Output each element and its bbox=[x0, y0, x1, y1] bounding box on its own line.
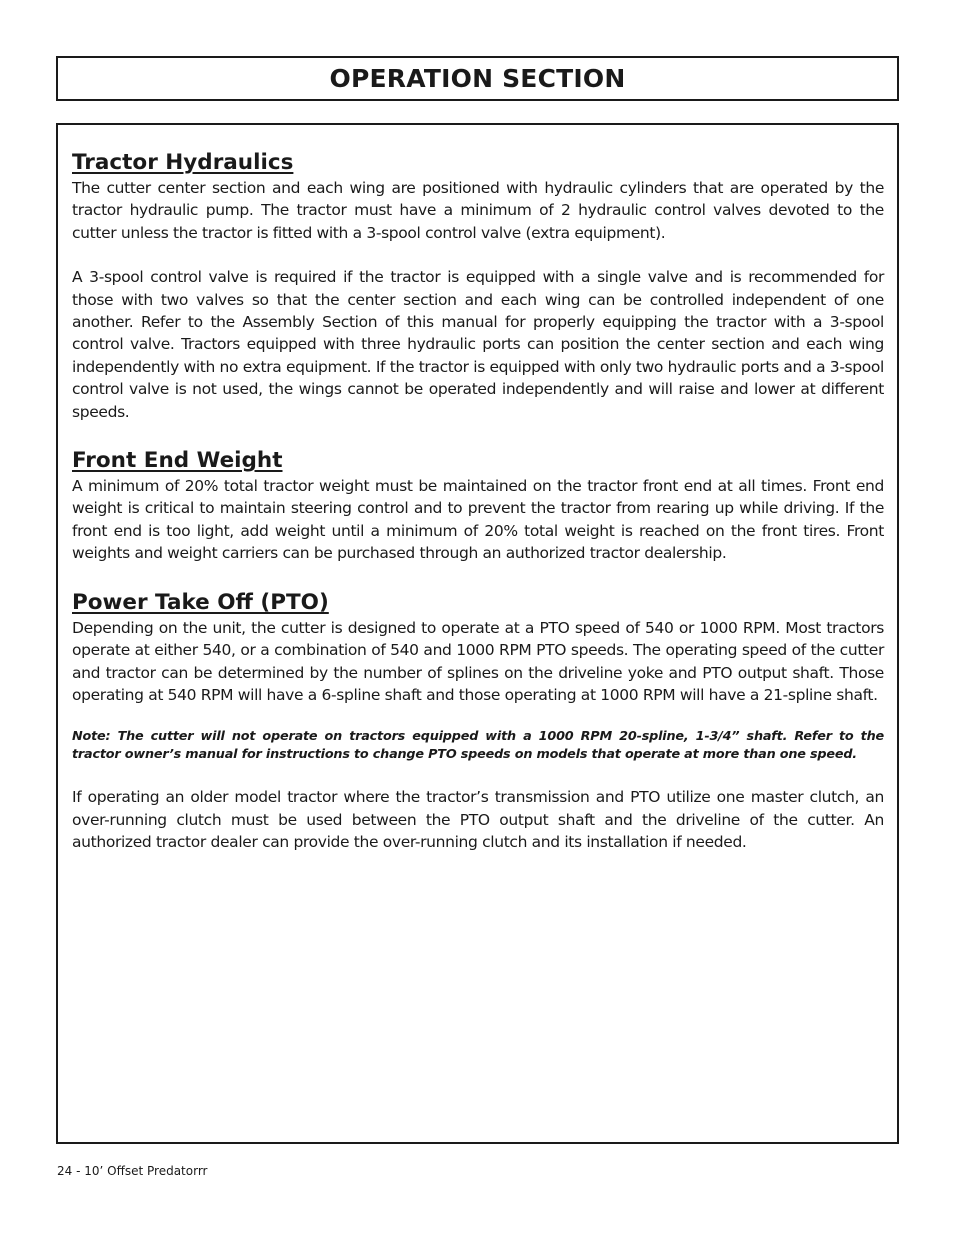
paragraph-pto-2: If operating an older model tractor where the tractor’s transmission and PTO utilize one master clutch, an over-running clutch must be used between the PTO output shaft and the driveline of the cutter. An authorized tractor dealer can provide the over-running clutch and its installation if needed. bbox=[72, 788, 884, 852]
content-frame bbox=[56, 123, 899, 1144]
section-header-box bbox=[56, 56, 899, 101]
note-pto-shaft: Note: The cutter will not operate on tractors equipped with a 1000 RPM 20-spline, 1-3/4” shaft. Refer to the tractor owner’s manual for instructions to change PTO speeds on models that operate at more than one speed. bbox=[72, 729, 884, 763]
section-front-end-weight bbox=[72, 447, 884, 565]
heading-front-end-weight: Front End Weight bbox=[72, 448, 283, 474]
paragraph-pto-1: Depending on the unit, the cutter is designed to operate at a PTO speed of 540 or 1000 RPM. Most tractors operate at either 540, or a combination of 540 and 1000 RPM PTO speeds. The operating speed of the cutter and tractor can be determined by the number of splines on the driveline yoke and PTO output shaft. Those operating at 540 RPM will have a 6-spline shaft and those operating at 1000 RPM will have a 21-spline shaft. bbox=[72, 618, 884, 704]
heading-tractor-hydraulics: Tractor Hydraulics bbox=[72, 150, 294, 175]
paragraph-hydraulics-2: A 3-spool control valve is required if the tractor is equipped with a single valve and is recommended for those with two valves so that the center section and each wing can be controlled independent of one another. Refer to the Assembly Section of this manual for properly equipping the tractor with a 3-spool control valve. Tractors equipped with three hydraulic ports can position the center section and each wing independently with no extra equipment. If the tractor is equipped with only two hydraulic ports and a 3-spool control valve is not used, the wings cannot be operated independently and will raise and lower at different speeds. bbox=[72, 268, 884, 421]
page-footer: 24 - 10’ Offset Predatorrr bbox=[57, 1164, 208, 1178]
section-pto bbox=[72, 589, 884, 854]
paragraph-hydraulics-1: The cutter center section and each wing are positioned with hydraulic cylinders that are operated by the tractor hydraulic pump. The tractor must have a minimum of 2 hydraulic control valves devoted to the cutter unless the tractor is fitted with a 3-spool control valve (extra equipment). bbox=[72, 179, 884, 242]
section-title: OPERATION SECTION bbox=[329, 64, 626, 93]
paragraph-front-end-weight: A minimum of 20% total tractor weight must be maintained on the tractor front end at all times. Front end weight is critical to maintain steering control and to prevent the tractor from rearing up while driving. If the front end is too light, add weight until a minimum of 20% total weight is reached on the front tires. Front weights and weight carriers can be purchased through an authorized tractor dealership. bbox=[72, 477, 884, 563]
heading-pto: Power Take Off (PTO) bbox=[72, 589, 329, 615]
section-tractor-hydraulics bbox=[72, 149, 884, 423]
content-body bbox=[72, 149, 884, 878]
